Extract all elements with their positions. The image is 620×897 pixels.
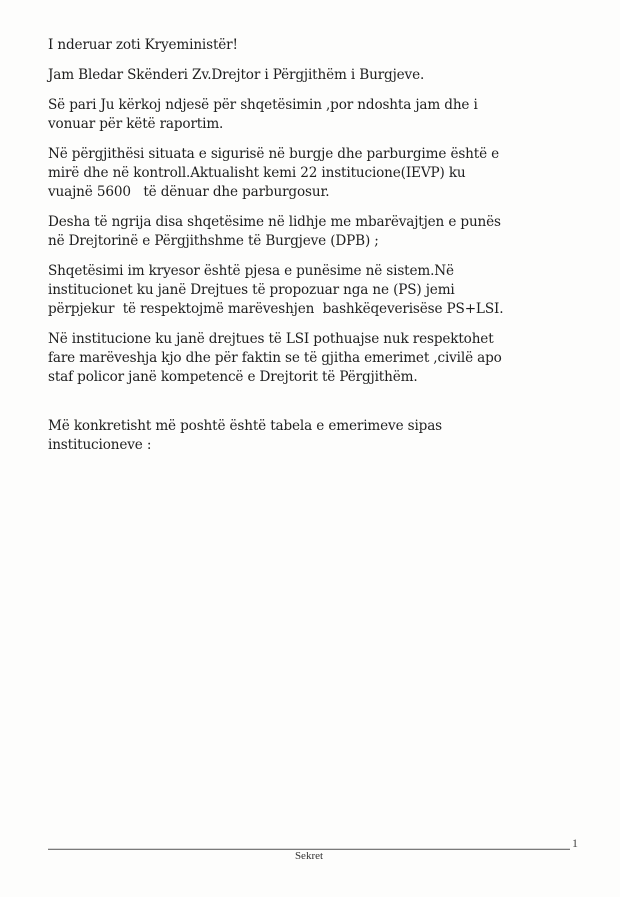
letter-body: [48, 36, 588, 455]
paragraph-concerns: [48, 213, 588, 251]
paragraph-security-situation: [48, 145, 588, 202]
classification-label: Sekret: [294, 850, 324, 862]
paragraph-lsi-institutions: [48, 330, 588, 387]
salutation: [48, 36, 588, 55]
paragraph-introduction: [48, 66, 588, 85]
paragraph-table-intro: [48, 417, 588, 455]
text-line: Së pari Ju kërkoj ndjesë për shqetësimin ,por ndoshta jam dhe i: [48, 97, 478, 113]
text-line: fare marëveshja kjo dhe për faktin se të gjitha emerimet ,civilë apo: [48, 350, 502, 366]
text-line: Jam Bledar Skënderi Zv.Drejtor i Përgjithëm i Burgjeve.: [48, 67, 425, 83]
text-line: mirë dhe në kontroll.Aktualisht kemi 22 institucione(IEVP) ku: [48, 165, 466, 181]
paragraph-main-concern: [48, 262, 588, 319]
text-line: I nderuar zoti Kryeministër!: [48, 37, 238, 53]
page-number: 1: [572, 836, 578, 850]
text-line: institucionet ku janë Drejtues të propozuar nga ne (PS) jemi: [48, 282, 455, 298]
text-line: përpjekur të respektojmë marëveshjen bashkëqeverisëse PS+LSI.: [48, 301, 504, 317]
text-line: Shqetësimi im kryesor është pjesa e punësime në sistem.Në: [48, 263, 454, 279]
text-line: Në institucione ku janë drejtues të LSI pothuajse nuk respektohet: [48, 331, 494, 347]
text-line: Më konkretisht më poshtë është tabela e emerimeve sipas: [48, 418, 442, 434]
text-line: vonuar për këtë raportim.: [48, 116, 224, 132]
text-line: staf policor janë kompetencë e Drejtorit të Përgjithëm.: [48, 369, 418, 385]
text-line: Në përgjithësi situata e sigurisë në burgje dhe parburgime është e: [48, 146, 500, 162]
text-line: në Drejtorinë e Përgjithshme të Burgjeve (DPB) ;: [48, 233, 379, 249]
paragraph-apology: [48, 96, 588, 134]
page-footer: [48, 838, 580, 868]
text-line: vuajnë 5600 të dënuar dhe parburgosur.: [48, 184, 330, 200]
text-line: institucioneve :: [48, 437, 152, 453]
text-line: Desha të ngrija disa shqetësime në lidhje me mbarëvajtjen e punës: [48, 214, 501, 230]
